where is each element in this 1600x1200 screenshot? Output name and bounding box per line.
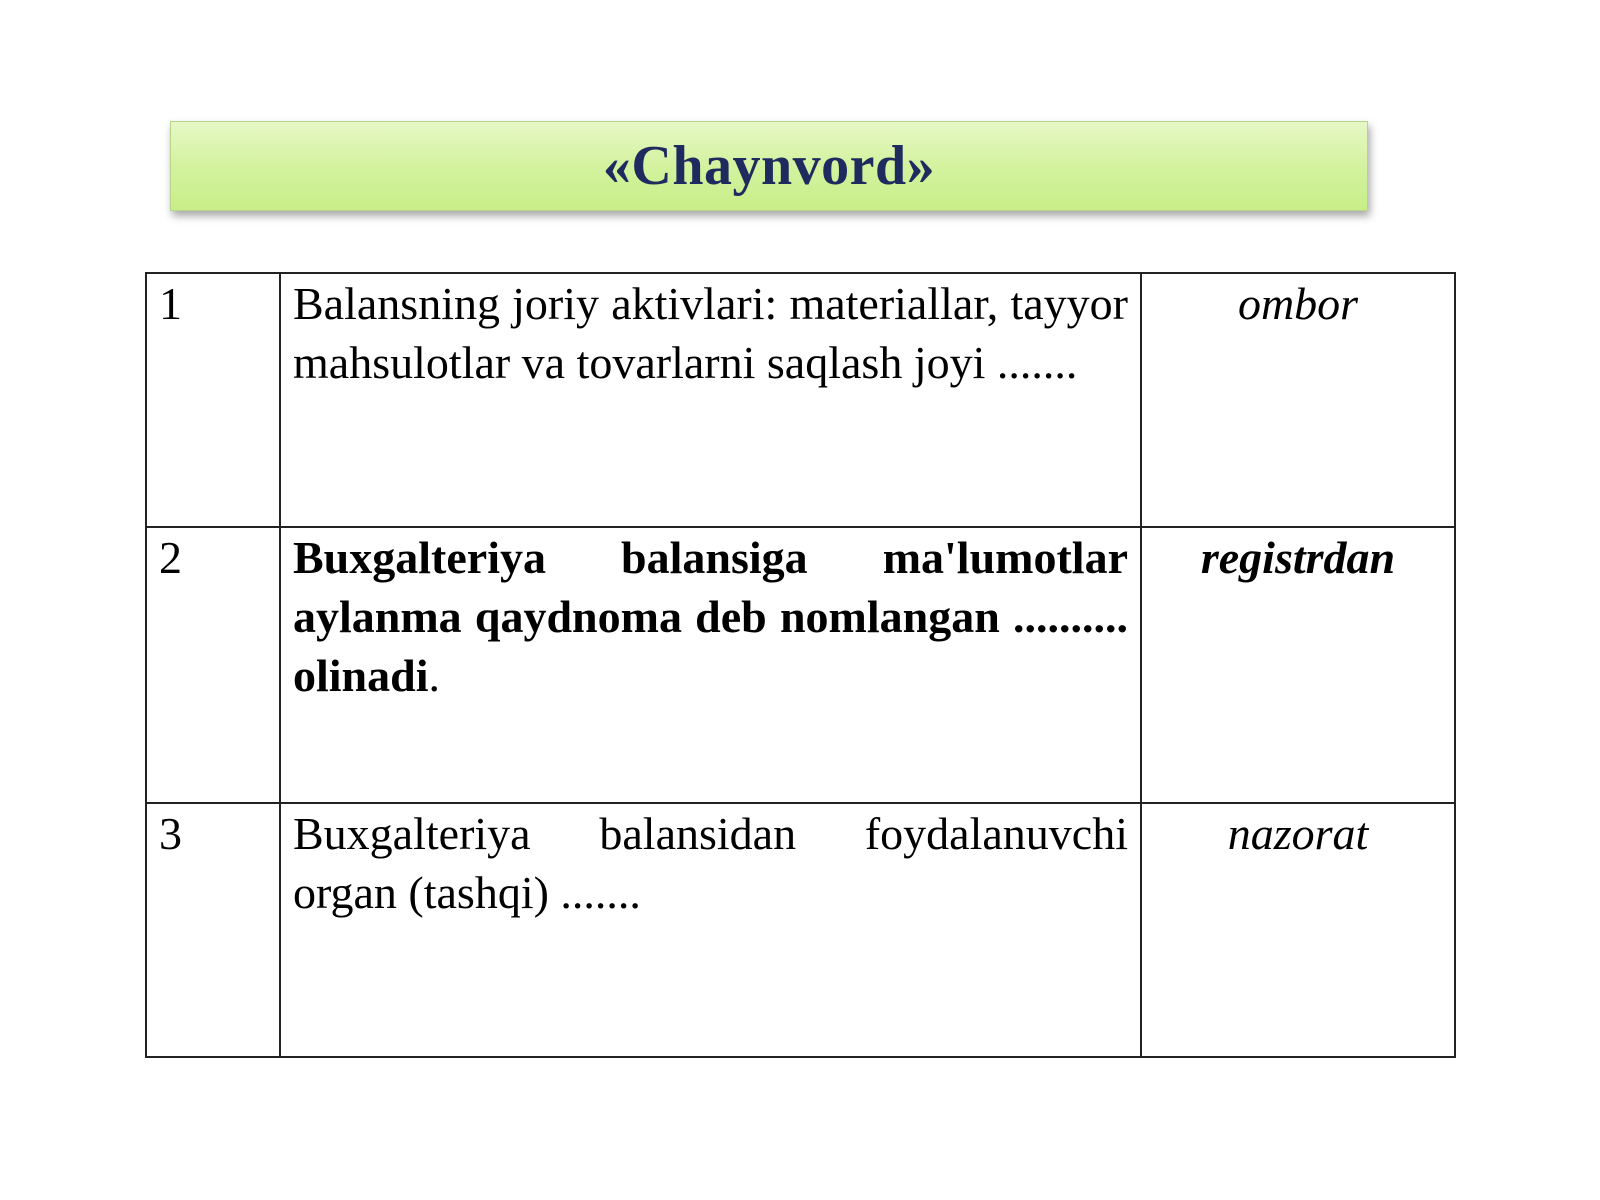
table-row <box>146 803 1455 1057</box>
row-number: 1 <box>146 273 280 527</box>
answer-text: registrdan <box>1141 527 1455 803</box>
question-cell <box>280 527 1141 803</box>
question-text: Balansning joriy aktivlari: materiallar, tayyor mahsulotlar va tovarlarni saqlash joyi ....... <box>280 273 1141 527</box>
chainword-table <box>145 272 1456 1058</box>
answer-text: nazorat <box>1141 803 1455 1057</box>
title-banner <box>170 121 1368 211</box>
question-text: Buxgalteriya balansiga ma'lumotlar aylanma qaydnoma deb nomlangan .......... olinadi <box>293 532 1128 701</box>
question-end-punct: . <box>428 650 441 701</box>
table-row <box>146 527 1455 803</box>
row-number: 2 <box>146 527 280 803</box>
answer-text: ombor <box>1141 273 1455 527</box>
row-number: 3 <box>146 803 280 1057</box>
table-row <box>146 273 1455 527</box>
page-title: «Chaynvord» <box>602 135 936 197</box>
question-text: Buxgalteriya balansidan foydalanuvchi organ (tashqi) ....... <box>280 803 1141 1057</box>
